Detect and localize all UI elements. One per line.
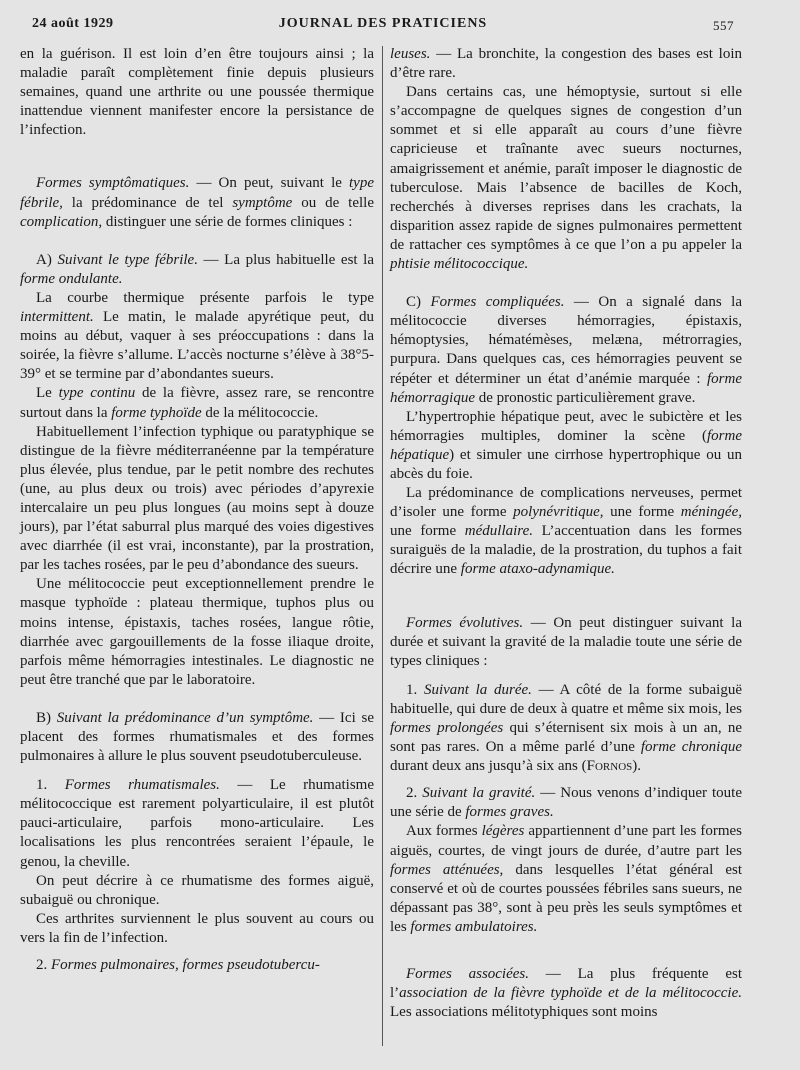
subsection-formes-compliquees: C) Formes compliquées. — On a signalé dans la mélitococcie diverses hémorragies, épistaxis, hémoptysies, hématémèses, melæna, métrorragies, purpura. Dans quelques cas, ces hémorragies peuvent se répéter et déterminer un état d’anémie marquée : forme hémorragique de pronostic particulièrement grave. xyxy=(390,294,742,406)
paragraph: Dans certains cas, une hémoptysie, surtout si elle s’accompagne de quelques signes de congestion d’un sommet et si elle apparaît au cours d’une fièvre capricieuse et traînante avec sueurs nocturnes, amaigrissement et anémie, paraît imposer le diagnostic de tuberculose. Mais l’absence de bacilles de Koch, recherchés à diverses reprises dans les crachats, la disparition assez rapide de signes pulmonaires permettent de rattacher ces symptômes à ce que l’on a pu appeler la phtisie mélitococcique. xyxy=(390,84,742,273)
paragraph: La prédominance de complications nerveuses, permet d’isoler une forme polynévritique, une forme méningée, une forme médullaire. L’accentuation dans les formes suraiguës de la maladie, de la prostration, du tuphos a fait décrire une forme ataxo-adynamique. xyxy=(390,485,742,578)
left-column xyxy=(20,45,374,975)
paragraph: L’hypertrophie hépatique peut, avec le subictère et les hémorragies multiples, dominer la scène (forme hépatique) et simuler une cirrhose hypertrophique ou un abcès du foie. xyxy=(390,408,742,482)
subsection-predominance-symptome: B) Suivant la prédominance d’un symptôme. — Ici se placent des formes rhumatismales et des formes pulmonaires à allure le plus souvent pseudotuberculeuse. xyxy=(20,709,374,765)
subsection-duree: 1. Suivant la durée. — A côté de la forme subaiguë habituelle, qui dure de deux à quatre et même six mois, les formes prolongées qui s’éternisent six mois à un an, ne sont pas rares. On a même parlé d’une forme chronique durant deux ans jusqu’à six ans (Fornos). xyxy=(390,681,743,775)
journal-title: JOURNAL DES PRATICIENS xyxy=(278,16,488,31)
subsection-formes-pulmonaires: 2. Formes pulmonaires, formes pseudotubercu- xyxy=(36,957,320,974)
paragraph: en la guérison. Il est loin d’en être toujours ainsi ; la maladie paraît complètement finie depuis plusieurs semaines, quand une arthrite ou une poussée thermique inattendue viennent manifester encore la persistance de l’infection. xyxy=(20,46,374,139)
paragraph: Le type continu de la fièvre, assez rare, se rencontre surtout dans la forme typhoïde de la mélitococcie. xyxy=(20,385,374,421)
paragraph: leuses. — La bronchite, la congestion des bases est loin d’être rare. xyxy=(390,46,742,82)
header-date: 24 août 1929 xyxy=(32,16,114,31)
paragraph: Aux formes légères appartiennent d’une part les formes aiguës, courtes, de vingt jours de durée, d’autre part les formes atténuées, dans lesquelles l’état général est conservé et où de courtes poussées fébriles sans sueurs, ne dépassant pas 38°, sont à peu près les seuls symptômes et les formes ambulatoires. xyxy=(390,823,742,935)
running-header xyxy=(32,16,734,38)
subsection-type-febrile: A) Suivant le type fébrile. — La plus habituelle est la forme ondulante. xyxy=(20,251,374,287)
subsection-formes-rhumatismales: 1. Formes rhumatismales. — Le rhumatisme mélitococcique est rarement polyarticulaire, il est plutôt pauci-articulaire, parfois mono-articulaire. Les localisations les plus rencontrées seraient l’épaule, le genou, la cheville. xyxy=(20,777,375,870)
section-formes-evolutives: Formes évolutives. — On peut distinguer suivant la durée et suivant la gravité de la maladie toute une série de types cliniques : xyxy=(390,614,742,669)
page-number: 557 xyxy=(713,18,734,33)
section-formes-associees: Formes associées. — La plus fréquente est l’association de la fièvre typhoïde et de la mélitococcie. Les associations mélitotyphiques sont moins xyxy=(390,966,743,1021)
column-rule xyxy=(382,46,383,1046)
right-column xyxy=(390,45,742,1022)
paragraph: Une mélitococcie peut exceptionnellement prendre le masque typhoïde : plateau thermique, tuphos plus ou moins intense, épistaxis, taches rosées, langue rôtie, diarrhée avec gargouillements de la fosse iliaque droite, parfois même hémorragies intestinales. Le diagnostic ne peut être tranché que par le laboratoire. xyxy=(20,576,374,688)
section-formes-symptomatiques: Formes symptômatiques. — On peut, suivant le type fébrile, la prédominance de tel symptôme ou de telle complication, distinguer une série de formes cliniques : xyxy=(20,175,374,230)
paragraph: Ces arthrites surviennent le plus souvent au cours ou vers la fin de l’infection. xyxy=(20,910,374,946)
subsection-gravite: 2. Suivant la gravité. — Nous venons d’indiquer toute une série de formes graves. xyxy=(390,785,743,821)
paragraph: Habituellement l’infection typhique ou paratyphique se distingue de la fièvre méditerranéenne par la température plus élevée, plus tendue, par le petit nombre des rechutes (une, au plus deux ou trois) avec périodes d’apyrexie intercalaire un peu plus longues (au moins sept à douze jours), par l’état saburral plus marqué des voies digestives avec diarrhée (il est vrai, inconstante), par la prostration, par les taches rosées, par le peu d’abondance des sueurs. xyxy=(20,423,374,574)
paragraph: On peut décrire à ce rhumatisme des formes aiguë, subaiguë ou chronique. xyxy=(20,872,374,908)
paragraph: La courbe thermique présente parfois le type intermittent. Le matin, le malade apyrétique peut, du moins au début, vaquer à ses préoccupations : dans la soirée, la fièvre s’allume. L’accès nocturne s’élève à 38°5-39° et se termine par d’abondantes sueurs. xyxy=(20,289,374,383)
